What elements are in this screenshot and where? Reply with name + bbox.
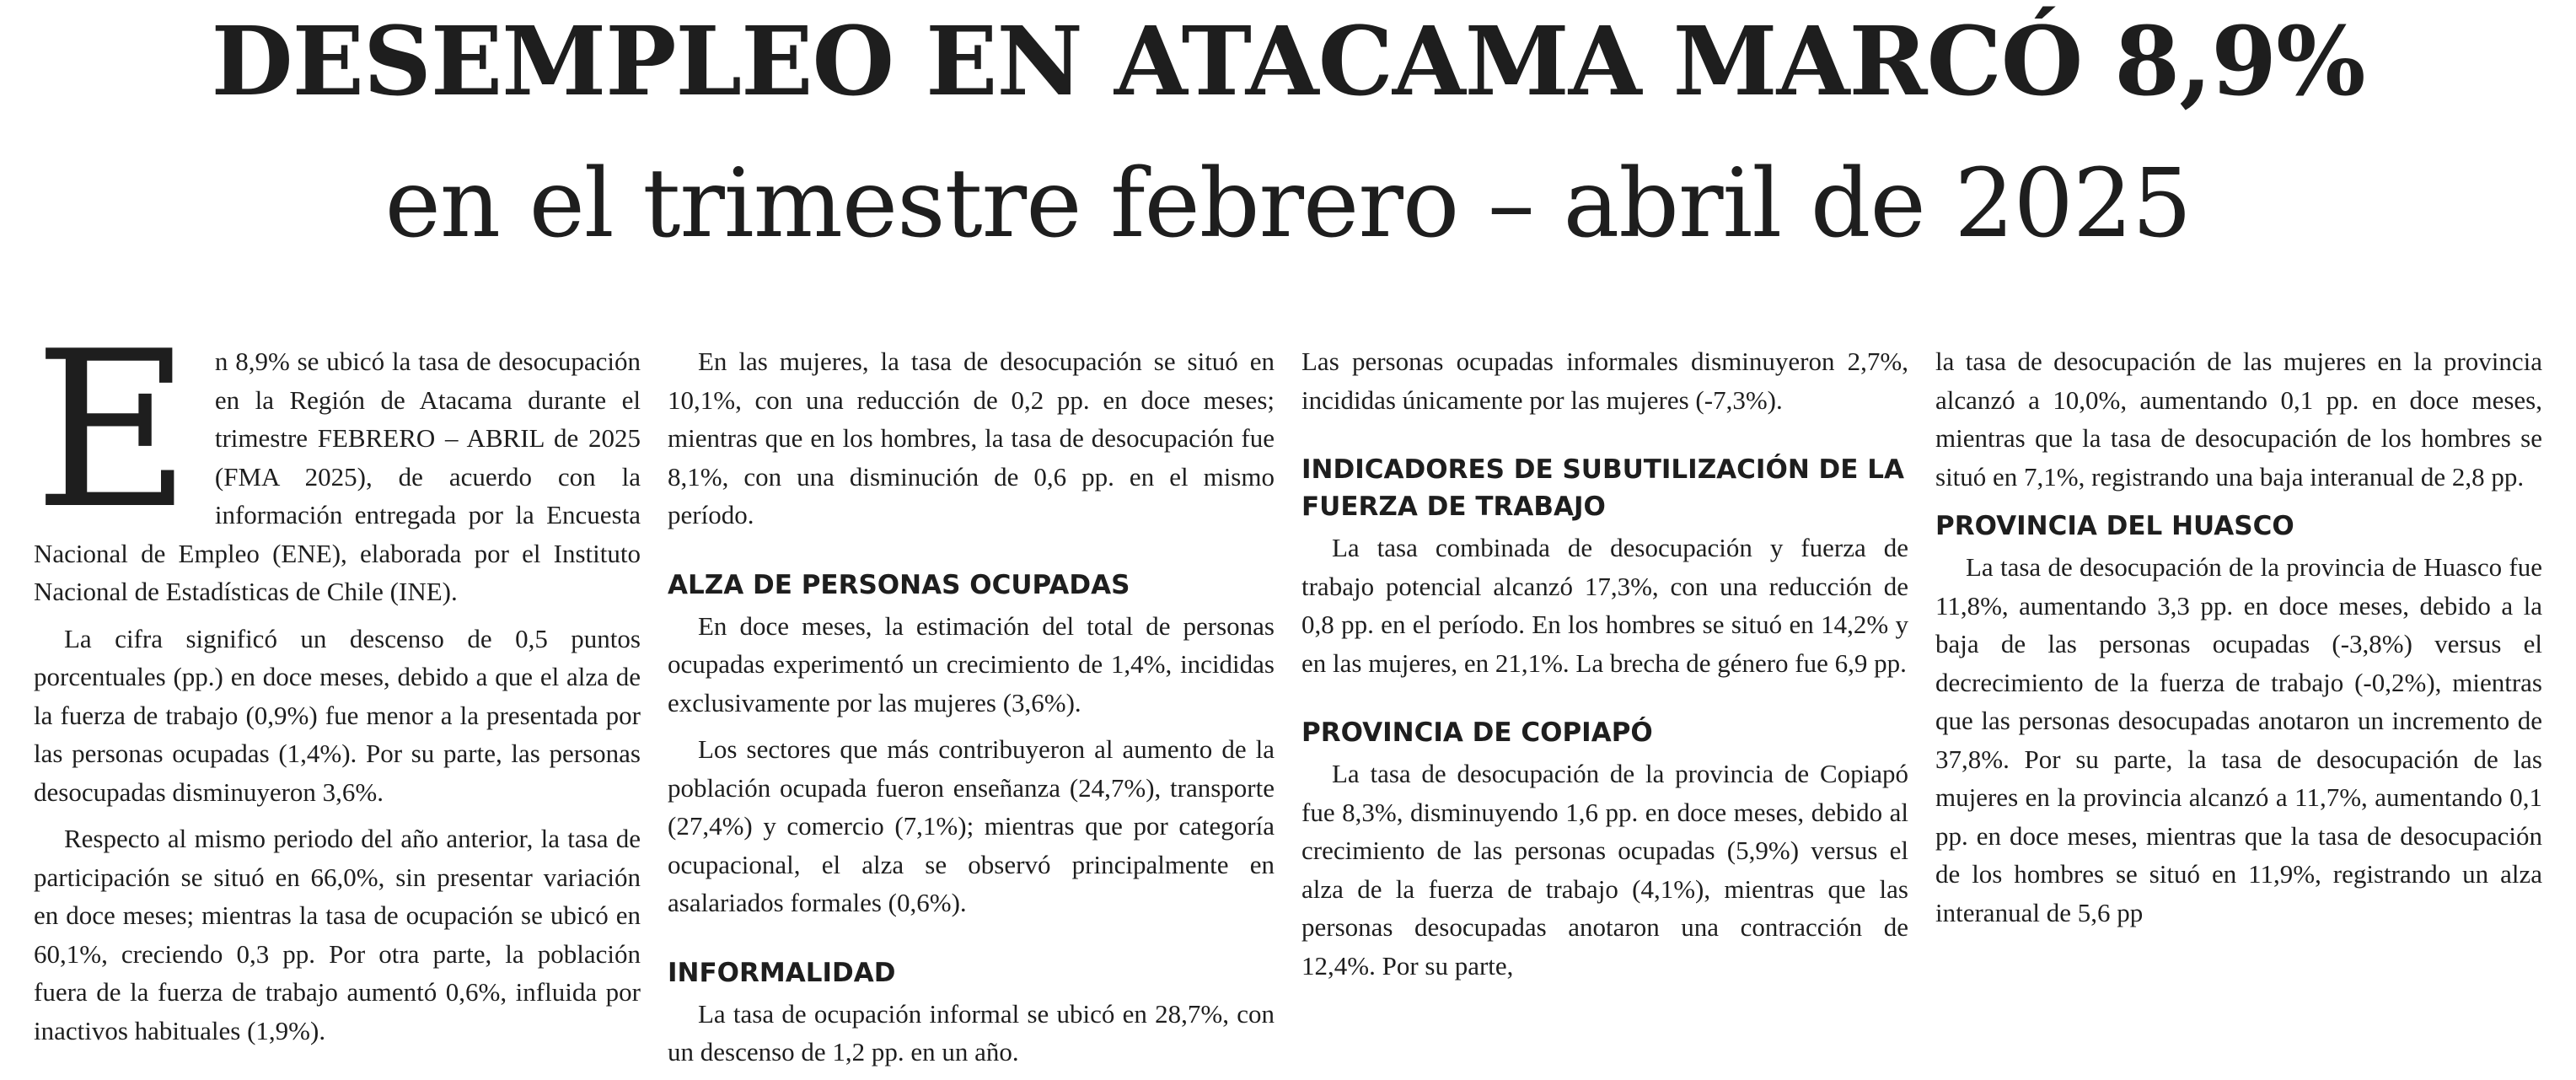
- section-heading: INDICADORES DE SUBUTILIZACIÓN DE LA FUERZA DE TRABAJO: [1301, 454, 1904, 522]
- section-heading: INFORMALIDAD: [668, 957, 896, 988]
- article-column-3: [1301, 342, 1908, 993]
- paragraph: Los sectores que más contribuyeron al aumento de la población ocupada fueron enseñanza (24,7%), transporte (27,4%) y comercio (7,1%); mientras que por categoría ocupacional, el alza se observó principalmente en asalariados formales (0,6%).: [668, 734, 1275, 917]
- paragraph: La tasa de desocupación de la provincia de Huasco fue 11,8%, aumentando 3,3 pp. en doce meses, debido a la baja de las personas ocupadas (-3,8%) versus el decrecimiento de la fuerza de trabajo (-0,2%), mientras que las personas desocupadas anotaron un incremento de 37,8%. Por su parte, la tasa de desocupación de las mujeres en la provincia alcanzó a 11,7%, aumentando 0,1 pp. en doce meses, mientras que la tasa de desocupación de los hombres se situó en 11,9%, registrando un alza interanual de 5,6 pp: [1935, 552, 2542, 927]
- drop-cap: E: [34, 305, 191, 556]
- paragraph: En doce meses, la estimación del total de personas ocupadas experimentó un crecimiento de 1,4%, incididas exclusivamente por las mujeres (3,6%).: [668, 610, 1275, 717]
- section-heading: PROVINCIA DE COPIAPÓ: [1301, 717, 1653, 748]
- article-column-1: [34, 305, 641, 1058]
- article-column-4: [1935, 342, 2542, 940]
- headline-line-2: en el trimestre febrero – abril de 2025: [384, 149, 2192, 259]
- article-column-2: [668, 342, 1275, 1080]
- paragraph: Respecto al mismo periodo del año anterior, la tasa de participación se situó en 66,0%, sin presentar variación en doce meses; mientras la tasa de ocupación se ubicó en 60,1%, creciendo 0,3 pp. Por otra parte, la población fuera de la fuerza de trabajo aumentó 0,6%, influida por inactivos habituales (1,9%).: [34, 824, 641, 1045]
- paragraph: La cifra significó un descenso de 0,5 puntos porcentuales (pp.) en doce meses, debido a que el alza de la fuerza de trabajo (0,9%) fue menor a la presentada por las personas ocupadas (1,4%). Por su parte, las personas desocupadas disminuyeron 3,6%.: [34, 623, 641, 807]
- paragraph: la tasa de desocupación de las mujeres en la provincia alcanzó a 10,0%, aumentando 0,1 pp. en doce meses, mientras que la tasa de desocupación de los hombres se situó en 7,1%, registrando una baja interanual de 2,8 pp.: [1935, 347, 2542, 492]
- paragraph: En las mujeres, la tasa de desocupación se situó en 10,1%, con una reducción de 0,2 pp. en doce meses; mientras que en los hombres, la tasa de desocupación fue 8,1%, con una disminución de 0,6 pp. en el mismo período.: [668, 347, 1275, 529]
- paragraph: La tasa de desocupación de la provincia de Copiapó fue 8,3%, disminuyendo 1,6 pp. en doce meses, debido al crecimiento de las personas ocupadas (5,9%) versus el alza de la fuerza de trabajo (4,1%), mientras que las personas desocupadas anotaron una contracción de 12,4%. Por su parte,: [1301, 759, 1908, 981]
- headline-line-1: DESEMPLEO EN ATACAMA MARCÓ 8,9%: [211, 7, 2365, 117]
- paragraph-intro: [34, 305, 641, 611]
- paragraph: La tasa de ocupación informal se ubicó en 28,7%, con un descenso de 1,2 pp. en un año.: [668, 998, 1275, 1067]
- paragraph-intro-text: n 8,9% se ubicó la tasa de desocupación en la Región de Atacama durante el trimestre FEBRERO – ABRIL de 2025 (FMA 2025), de acuerdo con la información entregada por la Encuesta Nacional de Empleo (ENE), elaborada por el Instituto Nacional de Estadísticas de Chile (INE).: [34, 347, 641, 606]
- section-heading: ALZA DE PERSONAS OCUPADAS: [668, 569, 1130, 600]
- paragraph: La tasa combinada de desocupación y fuerza de trabajo potencial alcanzó 17,3%, con una reducción de 0,8 pp. en el período. En los hombres se situó en 14,2% y en las mujeres, en 21,1%. La brecha de género fue 6,9 pp.: [1301, 533, 1908, 678]
- section-heading: PROVINCIA DEL HUASCO: [1935, 511, 2294, 541]
- paragraph: Las personas ocupadas informales disminuyeron 2,7%, incididas únicamente por las mujeres (-7,3%).: [1301, 347, 1908, 415]
